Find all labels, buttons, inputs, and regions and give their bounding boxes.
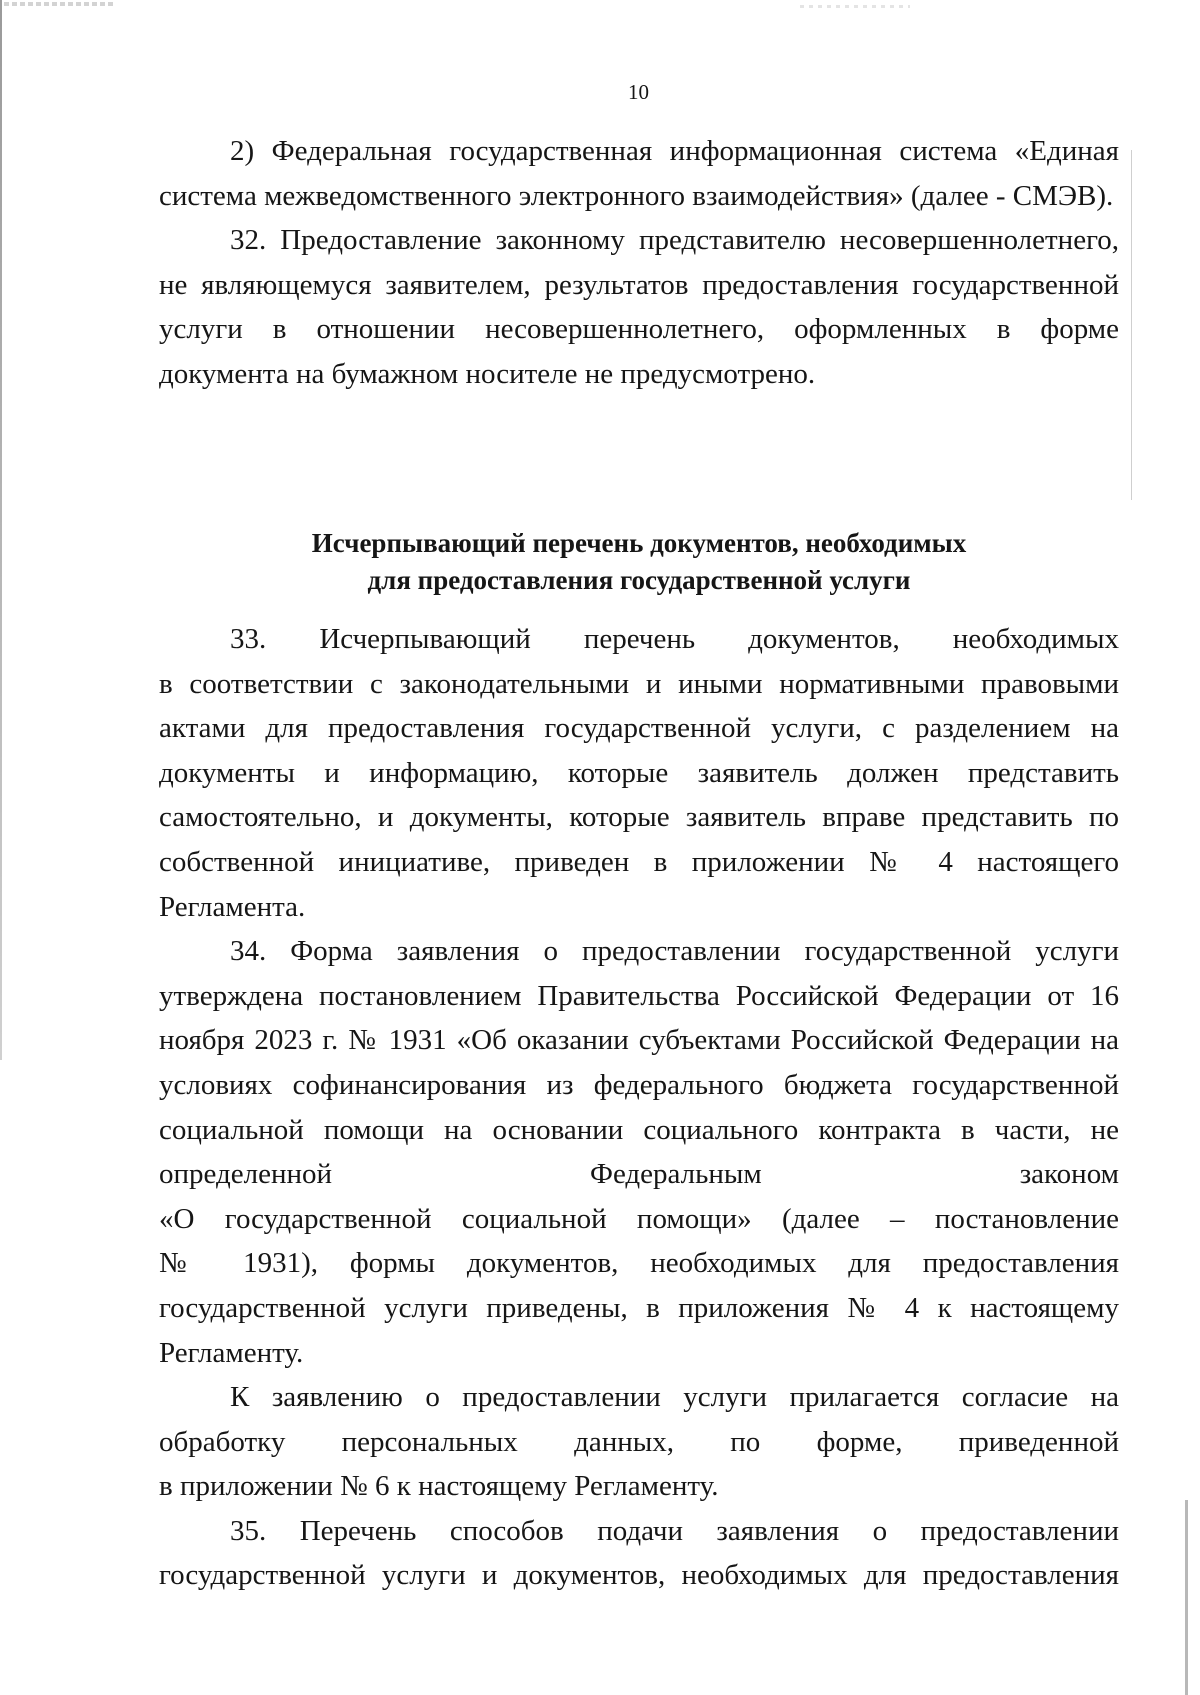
paragraph-2-tail: (далее - СМЭВ). [910,179,1114,212]
paragraph-2 [159,129,1119,218]
paragraph-32 [159,218,1119,396]
scan-edge-shadow [1185,1500,1188,1695]
section-heading-line-1: Исчерпывающий перечень документов, необходимых [311,528,967,558]
paragraph-34-line: «О государственной социальной помощи» (далее – постановление [159,1202,1119,1235]
paragraph-33-first-line: 33. Исчерпывающий перечень документов, необходимых [230,623,1119,655]
paragraph-32-main: 32. Предоставление законному представителю несовершеннолетнего, не являющемуся заявителем, результатов предоставления государственной услуги в отношении [159,224,1119,346]
paragraph-consent-tail: в приложении № 6 к настоящему Регламенту. [159,1470,719,1503]
paragraph-34-rest: № 1931), формы документов, необходимых для предоставления государственной услуги приведены, в приложения № 4 к настоящему Регламенту. [159,1247,1119,1369]
scan-edge-shadow [0,0,2,1060]
scan-artifact [4,2,114,6]
paragraph-35: 35. Перечень способов подачи заявления о предоставлении государственной услуги и документов, необходимых для предоставления [159,1514,1119,1592]
section-heading [159,525,1119,599]
text-block-top [159,129,1119,397]
page-number: 10 [628,80,649,104]
text-block-main [159,617,1119,1598]
section-heading-line-2: для предоставления государственной услуги [367,565,911,595]
paragraph-32-tail: несовершеннолетнего, оформленных в форме документа на бумажном носителе не предусмотрено. [159,313,1119,390]
paragraph-34-main: 34. Форма заявления о предоставлении государственной услуги утверждена постановлением Правительства Российской Федерации от 16 ноября 2023 г. № 1931 «Об оказании субъектами Российской Федерации на условиях софинансирования из федерального бюджета государственной социальной помощи на основании социального контракта в части, не определенной Федеральным законом [159,935,1119,1191]
paragraph-consent-main: К заявлению о предоставлении услуги прилагается согласие на обработку персональных данных, по форме, приведенной [159,1381,1119,1458]
scan-artifact [800,5,910,8]
paragraph-33-rest: в соответствии с законодательными и иными нормативными правовыми актами для предоставления государственной услуги, с разделением на документы и информацию, которые заявитель должен представить самостоятельно, и документы, которые заявитель вправе представить по собственной инициативе, приведен в приложении № 4 настоящего Регламента. [159,667,1119,923]
scan-edge-shadow [1131,150,1132,500]
paragraph-2-main: 2) Федеральная государственная информационная система «Единая система межведомственного электронного взаимодействия» [159,135,1119,212]
